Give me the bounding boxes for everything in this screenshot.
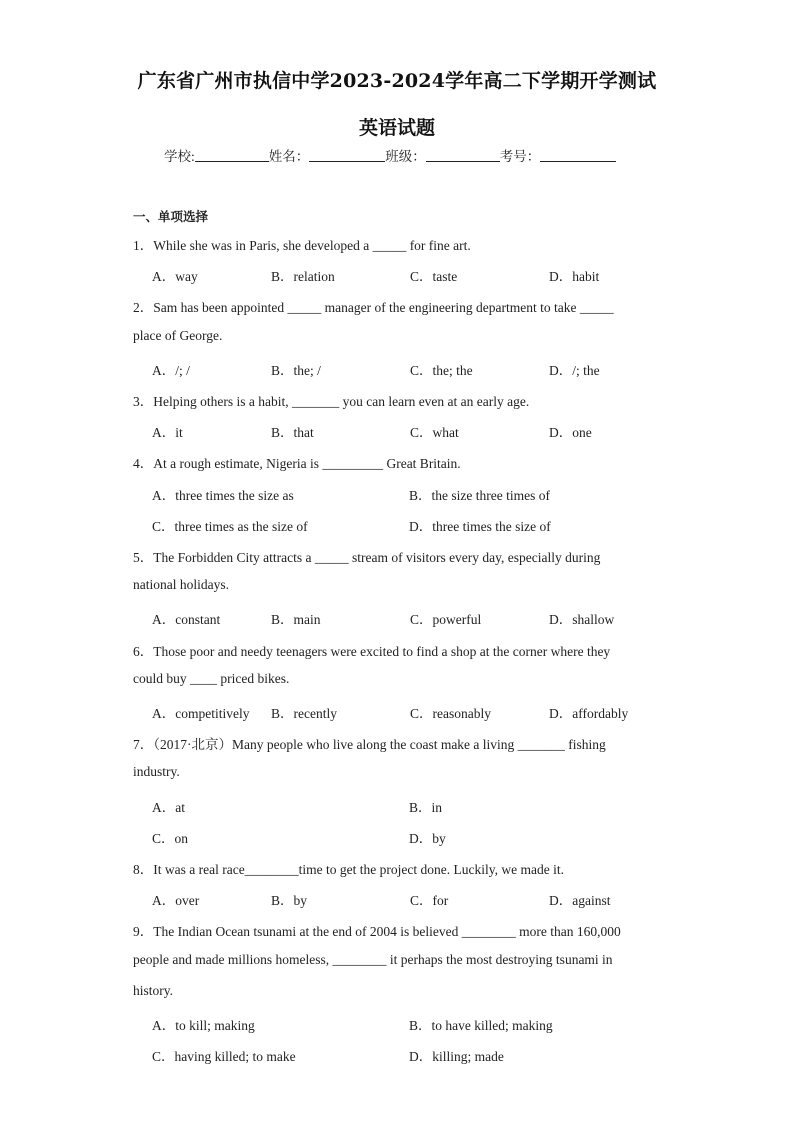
q1-option-c: C．taste	[410, 269, 458, 284]
question-7-text: 7．（2017·北京）Many people who live along the coast make a living _______ fishing	[133, 737, 606, 752]
question-6-text: 6．Those poor and needy teenagers were excited to find a shop at the corner where they	[133, 644, 611, 659]
q2-option-a: A．/; /	[152, 363, 190, 378]
q9-option-c: C．having killed; to make	[152, 1049, 296, 1064]
question-5-text-cont: national holidays.	[133, 577, 229, 592]
question-8-text: 8．It was a real race________time to get the project done. Luckily, we made it.	[133, 862, 564, 877]
q9-option-d: D．killing; made	[409, 1049, 504, 1064]
q8-option-b: B．by	[271, 893, 308, 908]
q7-option-a: A．at	[152, 800, 185, 815]
q4-option-c: C．three times as the size of	[152, 519, 308, 534]
q2-option-c: C．the; the	[410, 363, 473, 378]
q6-option-a: A．competitively	[152, 706, 250, 721]
number-blank[interactable]	[540, 149, 616, 162]
q4-option-a: A．three times the size as	[152, 488, 294, 503]
q5-option-d: D．shallow	[549, 612, 615, 627]
q1-option-d: D．habit	[549, 269, 600, 284]
school-blank[interactable]	[195, 149, 269, 162]
school-label: 学校:	[164, 149, 195, 164]
exam-title: 广东省广州市执信中学2023-2024学年高二下学期开学测试	[137, 70, 657, 92]
q1-option-a: A．way	[152, 269, 198, 284]
number-label: 考号：	[499, 149, 541, 164]
question-2-text: 2．Sam has been appointed _____ manager of the engineering department to take _____	[133, 300, 614, 315]
q6-option-c: C．reasonably	[410, 706, 491, 721]
question-1-text: 1．While she was in Paris, she developed a _____ for fine art.	[133, 238, 471, 253]
q5-option-a: A．constant	[152, 612, 221, 627]
q3-option-b: B．that	[271, 425, 314, 440]
question-3-text: 3．Helping others is a habit, _______ you can learn even at an early age.	[133, 394, 530, 409]
q6-option-b: B．recently	[271, 706, 337, 721]
q2-option-d: D．/; the	[549, 363, 600, 378]
q8-option-d: D．against	[549, 893, 611, 908]
q4-option-d: D．three times the size of	[409, 519, 551, 534]
class-blank[interactable]	[426, 149, 500, 162]
question-7-text-cont: industry.	[133, 764, 180, 779]
question-6-text-cont: could buy ____ priced bikes.	[133, 671, 290, 686]
question-9-text-cont: people and made millions homeless, ________ it perhaps the most destroying tsunami in	[133, 952, 613, 967]
name-label: 姓名：	[268, 149, 310, 164]
question-9-text: 9．The Indian Ocean tsunami at the end of 2004 is believed ________ more than 160,000	[133, 924, 621, 939]
q7-option-b: B．in	[409, 800, 443, 815]
q3-option-c: C．what	[410, 425, 459, 440]
q2-option-b: B．the; /	[271, 363, 321, 378]
question-5-text: 5．The Forbidden City attracts a _____ stream of visitors every day, especially during	[133, 550, 601, 565]
q9-option-b: B．to have killed; making	[409, 1018, 553, 1033]
q1-option-b: B．relation	[271, 269, 335, 284]
question-4-text: 4．At a rough estimate, Nigeria is _________ Great Britain.	[133, 456, 461, 471]
exam-subtitle: 英语试题	[358, 117, 435, 139]
q5-option-c: C．powerful	[410, 612, 482, 627]
q7-option-c: C．on	[152, 831, 189, 846]
student-info-row	[164, 145, 616, 165]
q6-option-d: D．affordably	[549, 706, 629, 721]
question-2-text-cont: place of George.	[133, 328, 223, 343]
name-blank[interactable]	[309, 149, 385, 162]
q8-option-a: A．over	[152, 893, 200, 908]
question-9-text-cont2: history.	[133, 983, 173, 998]
section-title: 一、单项选择	[133, 209, 209, 224]
q4-option-b: B．the size three times of	[409, 488, 550, 503]
q3-option-d: D．one	[549, 425, 592, 440]
q8-option-c: C．for	[410, 893, 449, 908]
class-label: 班级：	[385, 149, 426, 164]
q5-option-b: B．main	[271, 612, 321, 627]
q9-option-a: A．to kill; making	[152, 1018, 255, 1033]
q3-option-a: A．it	[152, 425, 183, 440]
q7-option-d: D．by	[409, 831, 446, 846]
